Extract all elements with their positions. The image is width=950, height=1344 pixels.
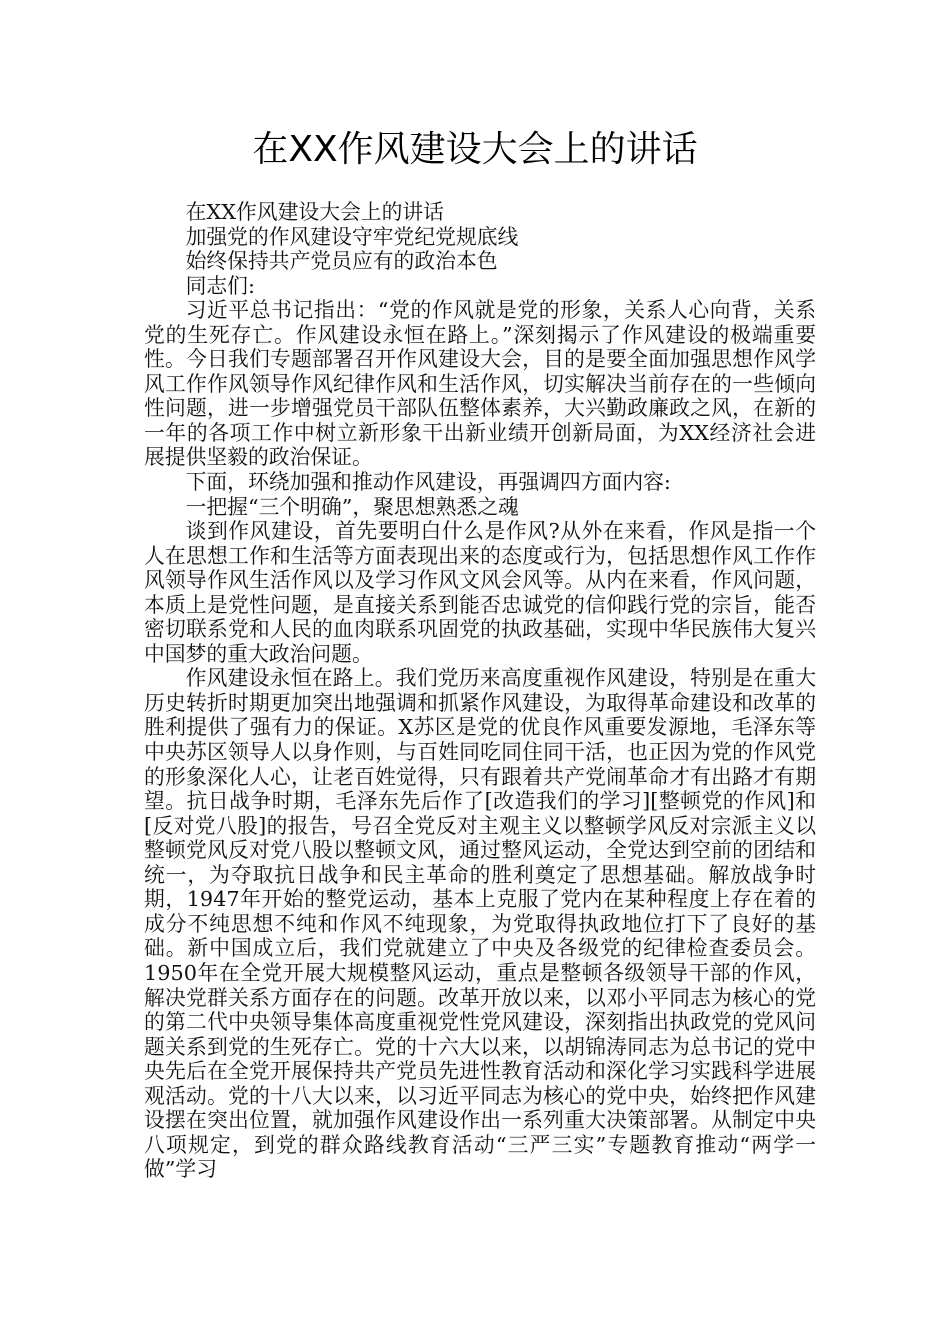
paragraph-definition: 谈到作风建设，首先要明白什么是作风?从外在来看，作风是指一个人在思想工作和生活等方面表现出来的态度或行为，包括思想作风工作作风领导作风生活作风以及学习作风文风会风等。从内在来看，作风问题，本质上是党性问题，是直接关系到能否忠诚党的信仰践行党的宗旨，能否密切联系党和人民的血肉联系巩固党的执政基础，实现中华民族伟大复兴中国梦的重大政治问题。: [144, 519, 816, 666]
document-body: [144, 200, 816, 1182]
document-title: 在XX作风建设大会上的讲话: [252, 129, 698, 170]
paragraph-intro: 习近平总书记指出：“党的作风就是党的形象，关系人心向背，关系党的生死存亡。作风建设永恒在路上。”深刻揭示了作风建设的极端重要性。今日我们专题部署召开作风建设大会，目的是要全面加强思想作风学风工作作风领导作风纪律作风和生活作风，切实解决当前存在的一些倾向性问题，进一步增强党员干部队伍整体素养，大兴勤政廉政之风，在新的一年的各项工作中树立新形象干出新业绩开创新局面，为XX经济社会进展提供坚毅的政治保证。: [144, 298, 816, 470]
paragraph-section-heading: 一把握“三个明确”，聚思想熟悉之魂: [185, 494, 519, 519]
paragraph-subtitle-1: 在XX作风建设大会上的讲话: [185, 200, 444, 224]
paragraph-subtitle-3: 始终保持共产党员应有的政治本色: [185, 249, 498, 274]
paragraph-subtitle-2: 加强党的作风建设守牢党纪党规底线: [185, 224, 519, 249]
paragraph-history: 作风建设永恒在路上。我们党历来高度重视作风建设，特别是在重大历史转折时期更加突出地强调和抓紧作风建设，为取得革命建设和改革的胜利提供了强有力的保证。X苏区是党的优良作风重要发源地，毛泽东等中央苏区领导人以身作则，与百姓同吃同住同干活，也正因为党的作风党的形象深化人心，让老百姓觉得，只有跟着共产党闹革命才有出路才有期望。抗日战争时期，毛泽东先后作了[改造我们的学习][整顿党的作风]和[反对党八股]的报告，号召全党反对主观主义以整顿学风反对宗派主义以整顿党风反对党八股以整顿文风，通过整风运动，全党达到空前的团结和统一，为夺取抗日战争和民主革命的胜利奠定了思想基础。解放战争时期，1947年开始的整党运动，基本上克服了党内在某种程度上存在着的成分不纯思想不纯和作风不纯现象，为党取得执政地位打下了良好的基础。新中国成立后，我们党就建立了中央及各级党的纪律检查委员会。1950年在全党开展大规模整风运动，重点是整顿各级领导干部的作风，解决党群关系方面存在的问题。改革开放以来，以邓小平同志为核心的党的第二代中央领导集体高度重视党性党风建设，深刻指出执政党的党风问题关系到党的生死存亡。党的十六大以来，以胡锦涛同志为总书记的党中央先后在全党开展保持共产党员先进性教育活动和深化学习实践科学进展观活动。党的十八大以来，以习近平同志为核心的党中央，始终把作风建设摆在突出位置，就加强作风建设作出一系列重大决策部署。从制定中央八项规定，到党的群众路线教育活动“三严三实”专题教育推动“两学一做”学习: [144, 666, 816, 1182]
paragraph-transition: 下面，环绕加强和推动作风建设，再强调四方面内容:: [185, 470, 671, 495]
paragraph-salutation: 同志们:: [185, 273, 255, 298]
